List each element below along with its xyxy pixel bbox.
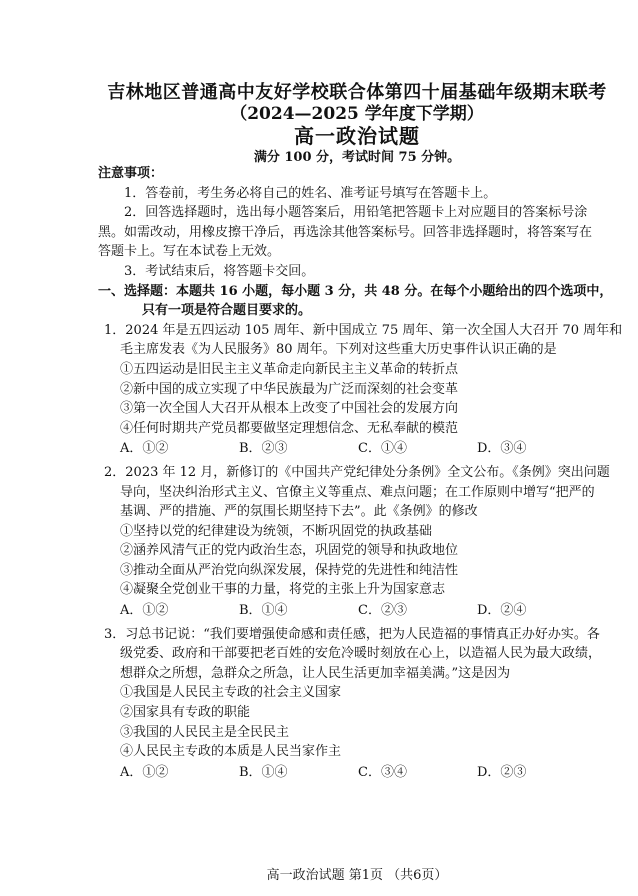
exam-title-line2: （2024—2025 学年度下学期）: [230, 104, 484, 124]
statement-option: ③推动全面从严治党向纵深发展，保持党的先进性和纯洁性: [120, 562, 459, 578]
question-3: [98, 625, 618, 783]
note-item: 答题卡上。写在本试卷上无效。: [98, 244, 281, 260]
statement-option: ①坚持以党的纪律建设为统领，不断巩固党的执政基础: [120, 523, 433, 539]
answer-choice: B．①④: [239, 603, 288, 619]
page-footer: 高一政治试题 第1页 （共6页）: [266, 868, 448, 883]
question-2: [98, 463, 618, 621]
answer-choice: A．①②: [120, 764, 169, 780]
statement-option: ③我国的人民民主是全民民主: [120, 724, 290, 740]
statement-option: ④人民民主专政的本质是人民当家作主: [120, 744, 342, 760]
exam-body: [98, 164, 623, 782]
question-stem: 1．2024 年是五四运动 105 周年、新中国成立 75 周年、第一次全国人大召开 70 周年和: [104, 322, 623, 338]
statement-option: ③第一次全国人大召开从根本上改变了中国社会的发展方向: [120, 401, 459, 417]
answer-choice: B．②③: [239, 441, 288, 457]
answer-choice: D．②③: [477, 764, 527, 780]
answer-choice: D．②④: [477, 603, 527, 619]
exam-subject-title: 高一政治试题: [294, 124, 420, 148]
answer-choice: C．③④: [358, 764, 407, 780]
section-heading-cont: 只有一项是符合题目要求的。: [142, 303, 312, 319]
section-heading: 一、选择题：本题共 16 小题，每小题 3 分，共 48 分。在每个小题给出的四个选项中，: [98, 283, 613, 299]
statement-option: ②国家具有专政的职能: [120, 705, 251, 721]
question-stem: 导向，坚决纠治形式主义、官僚主义等重点、难点问题；在工作原则中增写“把严的: [120, 484, 595, 500]
answer-choices: [98, 601, 618, 621]
question-stem: 3．习总书记说：“我们要增强使命感和责任感，把为人民造福的事情真正办好办实。各: [104, 626, 600, 642]
exam-meta: 满分 100 分，考试时间 75 分钟。: [253, 150, 461, 165]
statement-option: ②涵养风清气正的党内政治生态，巩固党的领导和执政地位: [120, 543, 459, 559]
statement-option: ①五四运动是旧民主主义革命走向新民主主义革命的转折点: [120, 361, 459, 377]
question-stem: 基调、严的措施、严的氛围长期坚持下去”。此《条例》的修改: [120, 504, 478, 520]
statement-option: ①我国是人民民主专政的社会主义国家: [120, 685, 342, 701]
answer-choice: D．③④: [477, 441, 527, 457]
note-item: 黑。如需改动，用橡皮擦干净后，再选涂其他答案标号。回答非选择题时，将答案写在: [98, 224, 593, 240]
answer-choice: C．②③: [358, 603, 407, 619]
answer-choice: C．①④: [358, 441, 407, 457]
answer-choices: [98, 439, 618, 459]
answer-choice: B．①④: [239, 764, 288, 780]
question-stem: 毛主席发表《为人民服务》80 周年。下列对这些重大历史事件认识正确的是: [120, 342, 557, 358]
notes-heading: 注意事项：: [98, 166, 164, 181]
note-item: 1．答卷前，考生务必将自己的姓名、准考证号填写在答题卡上。: [124, 185, 497, 201]
question-stem: 级党委、政府和干部要把老百姓的安危冷暖时刻放在心上，以造福人民为最大政绩，: [120, 646, 602, 662]
statement-option: ④凝聚全党创业干事的力量，将党的主张上升为国家意志: [120, 582, 446, 598]
answer-choice: A．①②: [120, 603, 169, 619]
statement-option: ④任何时期共产党员都要做坚定理想信念、无私奉献的模范: [120, 420, 459, 436]
statement-option: ②新中国的成立实现了中华民族最为广泛而深刻的社会变革: [120, 381, 459, 397]
exam-title-line1: 吉林地区普通高中友好学校联合体第四十届基础年级期末联考: [107, 82, 607, 103]
answer-choice: A．①②: [120, 441, 169, 457]
note-item: 3．考试结束后，将答题卡交回。: [124, 263, 315, 279]
note-item: 2．回答选择题时，选出每小题答案后，用铅笔把答题卡上对应题目的答案标号涂: [124, 205, 588, 221]
answer-choices: [98, 763, 618, 783]
question-stem: 想群众之所想，急群众之所急，让人民生活更加幸福美满。”这是因为: [120, 665, 511, 681]
question-1: [98, 321, 623, 459]
question-stem: 2．2023 年 12 月，新修订的《中国共产党纪律处分条例》全文公布。《条例》突出问题: [104, 464, 610, 480]
